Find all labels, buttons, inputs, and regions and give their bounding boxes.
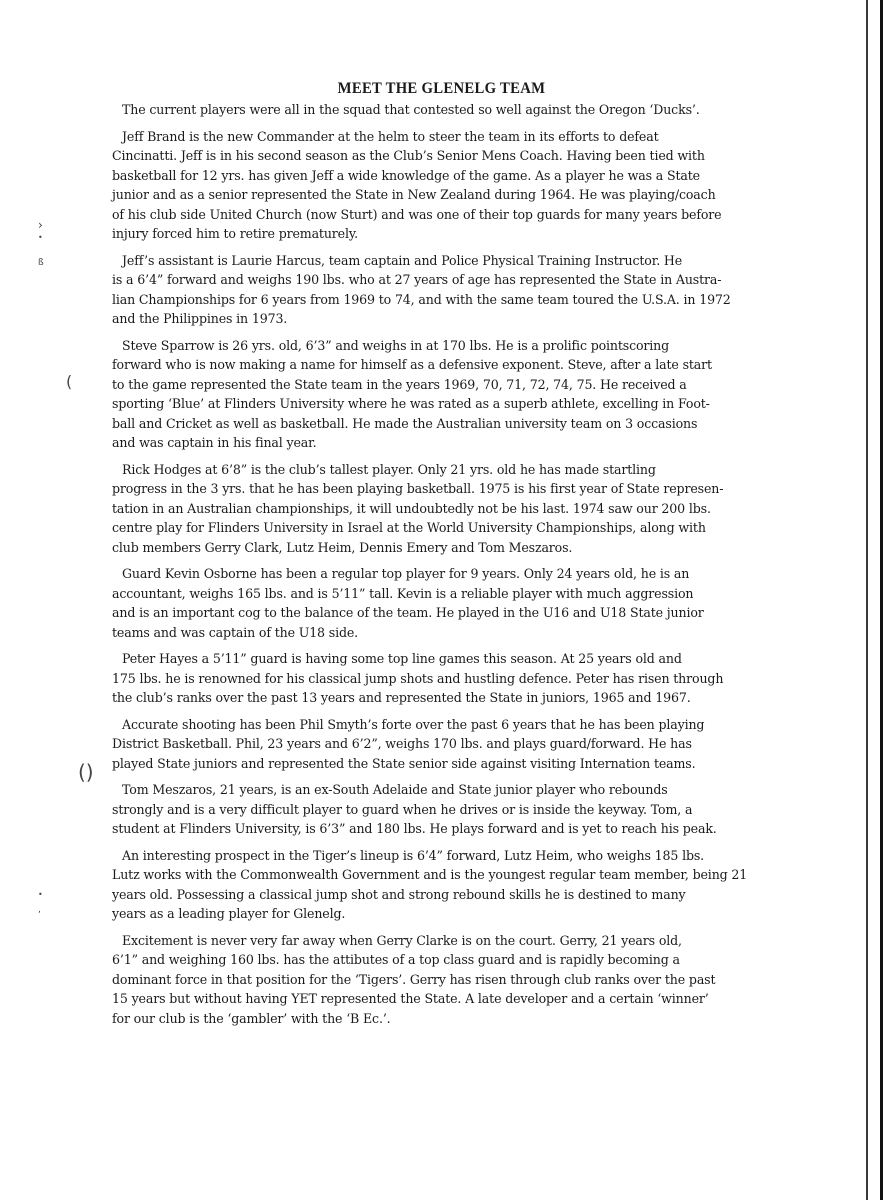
text-line: tation in an Australian championships, it will undoubtedly not be his last. 1974 saw our 200 lbs. [112,500,711,516]
text-line: Guard Kevin Osborne has been a regular top player for 9 years. Only 24 years old, he is an [122,566,690,581]
text-line: junior and as a senior represented the State in New Zealand during 1964. He was playing/coach [112,187,716,202]
text-line: lian Championships for 6 years from 1969 to 74, and with the same team toured the U.S.A. in 1972 [112,291,731,307]
text-line: centre play for Flinders University in Israel at the World University Championships, along with [112,520,706,535]
text-line: the club’s ranks over the past 13 years and represented the State in juniors, 1965 and 1967. [112,690,691,705]
margin-mark: ß [38,258,44,268]
text-line: Accurate shooting has been Phil Smyth’s forte over the past 6 years that he has been playing [122,716,705,732]
text-line: forward who is now making a name for himself as a defensive exponent. Steve, after a late start [112,357,712,372]
text-line: progress in the 3 yrs. that he has been playing basketball. 1975 is his first year of State represen- [112,481,724,496]
paragraph [112,100,812,120]
paragraph [112,251,812,329]
margin-bracket-mark: ( [66,372,73,391]
text-line: for our club is the ‘gambler’ with the ‘B Ec.’. [112,1010,391,1026]
text-line: Steve Sparrow is 26 yrs. old, 6’3” and weighs in at 170 lbs. He is a prolific pointscoring [122,337,670,353]
margin-bracket-mark: () [78,760,94,784]
text-line: 15 years but without having YET represented the State. A late developer and a certain ‘winner’ [112,991,709,1006]
text-line: Rick Hodges at 6’8” is the club’s tallest player. Only 21 yrs. old he has made startling [122,461,656,477]
text-line: The current players were all in the squad that contested so well against the Oregon ‘Ducks’. [122,102,700,117]
text-line: 6’1” and weighing 160 lbs. has the attibutes of a top class guard and is rapidly becoming a [112,952,680,967]
paragraph [112,780,812,839]
paragraph [112,846,812,924]
text-line: Jeff Brand is the new Commander at the helm to steer the team in its efforts to defeat [122,128,659,144]
margin-mark: , [38,905,41,915]
text-line: strongly and is a very difficult player to guard when he drives or is inside the keyway. Tom, a [112,801,693,817]
text-line: sporting ‘Blue’ at Flinders University where he was rated as a superb athlete, excelling in Foot- [112,396,710,411]
text-line: District Basketball. Phil, 23 years and 6’2”, weighs 170 lbs. and plays guard/forward. He has [112,736,692,751]
text-line: Tom Meszaros, 21 years, is an ex-South Adelaide and State junior player who rebounds [122,782,668,797]
text-line: and is an important cog to the balance of the team. He played in the U16 and U18 State junior [112,605,704,620]
paragraph [112,715,812,774]
text-line: years as a leading player for Glenelg. [112,906,346,921]
margin-mark: › [38,218,43,232]
paragraph [112,564,812,642]
text-line: is a 6’4” forward and weighs 190 lbs. who at 27 years of age has represented the State in Austra- [112,272,722,287]
text-line: years old. Possessing a classical jump shot and strong rebound skills he is destined to many [112,886,686,902]
text-line: Cincinatti. Jeff is in his second season as the Club’s Senior Mens Coach. Having been tied with [112,148,705,163]
margin-mark: • [38,890,43,899]
text-line: An interesting prospect in the Tiger’s lineup is 6’4” forward, Lutz Heim, who weighs 185 lbs. [122,847,705,863]
paragraph [112,460,812,558]
text-line: to the game represented the State team in the years 1969, 70, 71, 72, 74, 75. He received a [112,376,687,392]
paragraph [112,336,812,453]
paragraph [112,127,812,244]
text-line: injury forced him to retire prematurely. [112,226,358,241]
text-line: Peter Hayes a 5’11” guard is having some top line games this season. At 25 years old and [122,651,682,666]
paragraph [112,649,812,708]
text-line: dominant force in that position for the ‘Tigers’. Gerry has risen through club ranks over the past [112,971,716,987]
text-line: played State juniors and represented the State senior side against visiting Internation teams. [112,755,696,771]
text-line: 175 lbs. he is renowned for his classical jump shots and hustling defence. Peter has risen through [112,670,724,686]
article-body [112,100,812,1035]
text-line: club members Gerry Clark, Lutz Heim, Dennis Emery and Tom Meszaros. [112,539,573,555]
paragraph [112,931,812,1029]
page-edge-line [866,0,868,1200]
text-line: Jeff’s assistant is Laurie Harcus, team captain and Police Physical Training Instructor. He [122,252,683,268]
text-line: teams and was captain of the U18 side. [112,624,359,640]
text-line: and the Philippines in 1973. [112,311,288,326]
text-line: and was captain in his final year. [112,435,317,450]
text-line: ball and Cricket as well as basketball. He made the Australian university team on 3 occasions [112,415,698,431]
text-line: student at Flinders University, is 6’3” and 180 lbs. He plays forward and is yet to reach his peak. [112,821,717,836]
margin-mark: • [38,233,43,242]
text-line: Lutz works with the Commonwealth Government and is the youngest regular team member, being 21 [112,867,748,882]
text-line: accountant, weighs 165 lbs. and is 5’11” tall. Kevin is a reliable player with much aggression [112,585,694,601]
text-line: Excitement is never very far away when Gerry Clarke is on the court. Gerry, 21 years old, [122,932,682,948]
text-line: of his club side United Church (now Sturt) and was one of their top guards for many years before [112,206,722,222]
text-line: basketball for 12 yrs. has given Jeff a wide knowledge of the game. As a player he was a State [112,167,700,183]
page-title: MEET THE GLENELG TEAM [337,80,546,98]
